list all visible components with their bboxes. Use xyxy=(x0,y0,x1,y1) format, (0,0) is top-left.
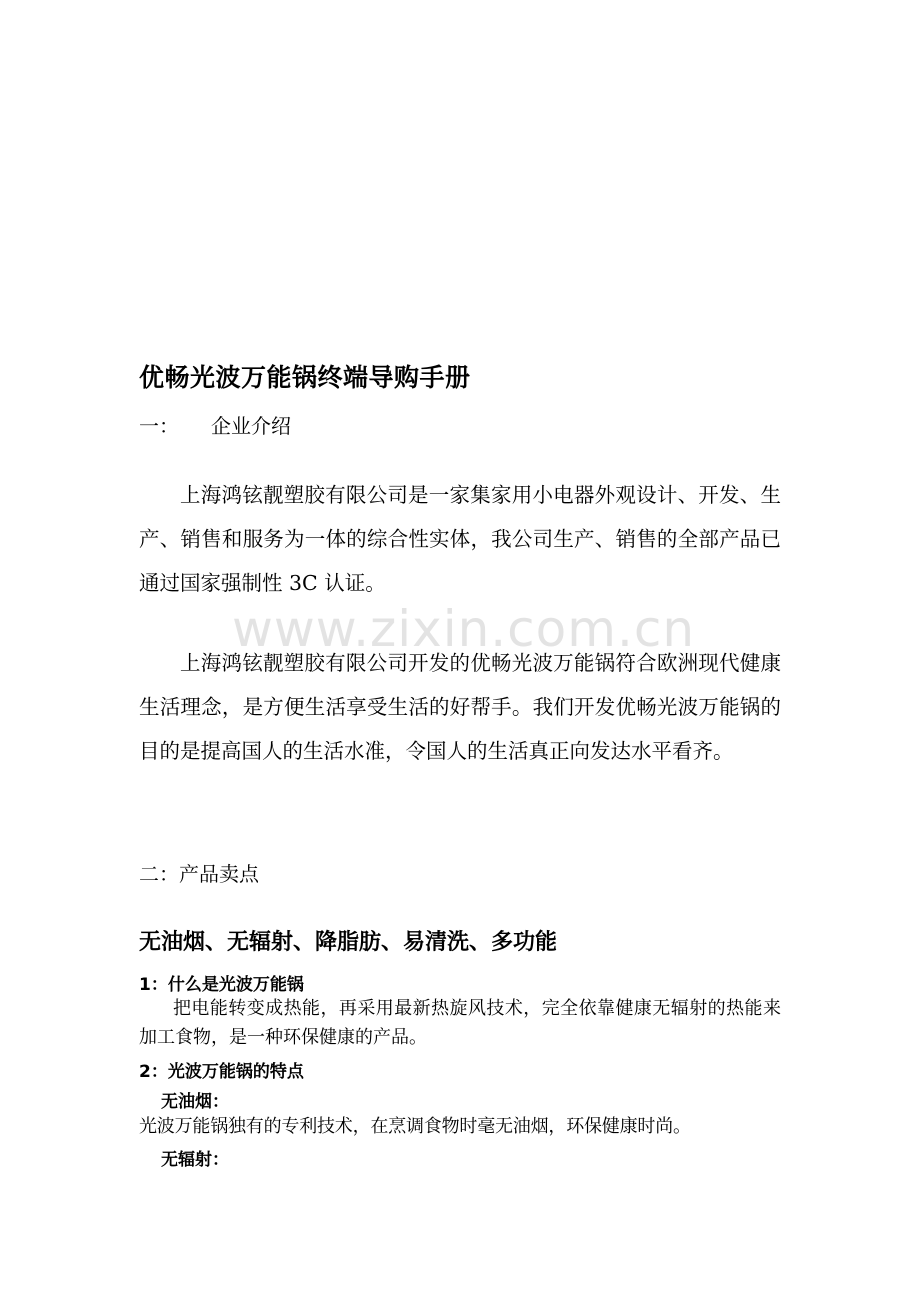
features-heading: 无油烟、无辐射、降脂肪、易清洗、多功能 xyxy=(139,929,558,955)
feature-body-no-smoke: 光波万能锅独有的专利技术，在烹调食物时毫无油烟，环保健康时尚。 xyxy=(139,1116,691,1137)
feature-label-no-smoke: 无油烟： xyxy=(161,1092,229,1112)
section-heading-text: 企业介绍 xyxy=(211,414,291,438)
section-heading-company xyxy=(139,410,291,439)
question-2-heading: 2：光波万能锅的特点 xyxy=(139,1062,304,1082)
section-number: 一： xyxy=(139,414,179,438)
document-title: 优畅光波万能锅终端导购手册 xyxy=(139,363,471,392)
company-paragraph-2: 上海鸿铉靓塑胶有限公司开发的优畅光波万能锅符合欧洲现代健康生活理念，是方便生活享受生活的好帮手。我们开发优畅光波万能锅的目的是提高国人的生活水准，令国人的生活真正向发达水平看齐。 xyxy=(139,651,781,763)
feature-label-no-radiation: 无辐射： xyxy=(161,1150,229,1170)
watermark: www.zixin.com.cn xyxy=(232,600,696,658)
section-heading-selling-points: 二：产品卖点 xyxy=(139,862,259,886)
question-1-body: 把电能转变成热能，再采用最新热旋风技术，完全依靠健康无辐射的热能来加工食物，是一种环保健康的产品。 xyxy=(139,998,781,1048)
question-1-heading: 1：什么是光波万能锅 xyxy=(139,975,304,995)
company-paragraph-1: 上海鸿铉靓塑胶有限公司是一家集家用小电器外观设计、开发、生产、销售和服务为一体的综合性实体，我公司生产、销售的全部产品已通过国家强制性 3C 认证。 xyxy=(139,483,781,595)
